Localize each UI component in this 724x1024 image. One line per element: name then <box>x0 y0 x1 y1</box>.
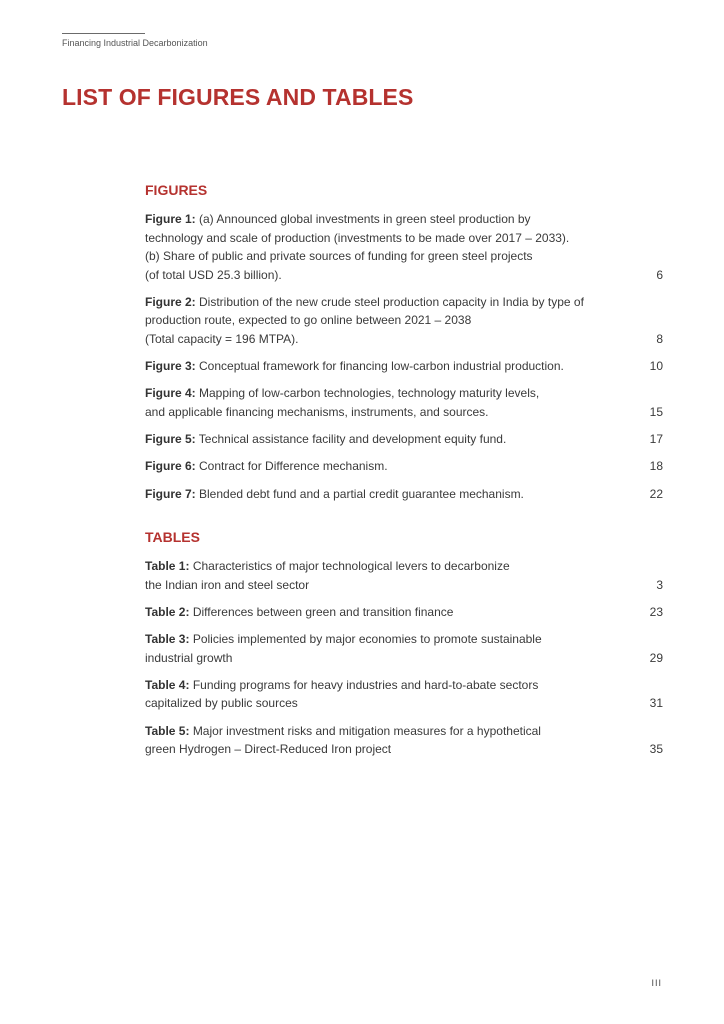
entry-page-number: 10 <box>649 359 663 374</box>
entry-text <box>145 210 569 284</box>
entry-title: Characteristics of major technological levers to decarbonize the Indian iron and steel sector <box>145 559 510 592</box>
entry-text <box>145 357 564 376</box>
entry-page-number: 31 <box>649 696 663 711</box>
entry-page-number: 18 <box>649 459 663 474</box>
running-header: Financing Industrial Decarbonization <box>62 38 208 48</box>
entry-title: Conceptual framework for financing low-carbon industrial production. <box>199 359 564 374</box>
entry-text <box>145 722 541 759</box>
entry-title: Contract for Difference mechanism. <box>199 459 388 474</box>
entry-page-number: 29 <box>649 650 663 665</box>
entry-title: Distribution of the new crude steel production capacity in India by type of production route, expected to go online between 2021 – 2038 (Total capacity = 196 MTPA). <box>145 294 584 346</box>
entry-title: Blended debt fund and a partial credit guarantee mechanism. <box>199 486 524 501</box>
entry-title: Funding programs for heavy industries and hard-to-abate sectors capitalized by public sources <box>145 677 539 711</box>
entry-text <box>145 293 584 349</box>
entry-title: Major investment risks and mitigation measures for a hypothetical green Hydrogen – Direct-Reduced Iron project <box>145 723 541 757</box>
entry-page-number: 15 <box>649 404 663 419</box>
figures-section <box>145 182 663 503</box>
entry-label: Figure 4: <box>145 386 196 401</box>
entry-label: Table 4: <box>145 677 190 692</box>
entry-text <box>145 603 453 622</box>
table-entry[interactable] <box>145 722 663 759</box>
entry-text <box>145 485 524 504</box>
figure-entry[interactable] <box>145 210 663 284</box>
page-folio: III <box>651 978 662 988</box>
figures-list <box>145 210 663 503</box>
figures-heading: FIGURES <box>145 182 208 198</box>
entry-label: Table 5: <box>145 723 190 738</box>
entry-title: Technical assistance facility and development equity fund. <box>198 432 507 447</box>
entry-text <box>145 457 388 476</box>
entry-label: Table 2: <box>145 604 190 619</box>
entry-label: Table 3: <box>145 632 190 647</box>
entry-page-number: 17 <box>649 432 663 447</box>
entry-label: Figure 7: <box>145 486 196 501</box>
entry-text <box>145 676 538 713</box>
tables-section <box>145 529 663 759</box>
table-entry[interactable] <box>145 603 663 622</box>
entry-title: (a) Announced global investments in green steel production by technology and scale of production (investments to be made over 2017 – 2033). (b) Share of public and private sources of funding for green steel projects (of total USD 25.3 billion). <box>145 212 570 282</box>
entry-page-number: 22 <box>649 486 663 501</box>
table-entry[interactable] <box>145 557 663 594</box>
entry-text <box>145 430 506 449</box>
entry-label: Figure 5: <box>145 432 196 447</box>
header-rule <box>62 33 145 34</box>
figure-entry[interactable] <box>145 430 663 449</box>
entry-label: Figure 1: <box>145 212 196 226</box>
entry-label: Figure 2: <box>145 294 196 309</box>
entry-text <box>145 557 510 594</box>
figure-entry[interactable] <box>145 457 663 476</box>
entry-title: Policies implemented by major economies to promote sustainable industrial growth <box>145 632 542 665</box>
entry-page-number: 3 <box>656 577 663 592</box>
figure-entry[interactable] <box>145 384 663 421</box>
entry-page-number: 35 <box>649 742 663 757</box>
page-title: LIST OF FIGURES AND TABLES <box>62 84 414 110</box>
figure-entry[interactable] <box>145 293 663 349</box>
entry-label: Table 1: <box>145 559 190 573</box>
entry-text <box>145 384 539 421</box>
table-entry[interactable] <box>145 630 663 667</box>
entry-label: Figure 3: <box>145 359 196 374</box>
tables-list <box>145 557 663 759</box>
entry-page-number: 8 <box>656 331 663 346</box>
entry-text <box>145 630 542 667</box>
entry-page-number: 23 <box>649 604 663 619</box>
figure-entry[interactable] <box>145 485 663 504</box>
entry-title: Differences between green and transition finance <box>192 604 454 619</box>
entry-page-number: 6 <box>656 267 663 282</box>
table-entry[interactable] <box>145 676 663 713</box>
entry-label: Figure 6: <box>145 459 196 474</box>
figure-entry[interactable] <box>145 357 663 376</box>
entry-title: Mapping of low-carbon technologies, technology maturity levels, and applicable financing mechanisms, instruments, and sources. <box>145 386 540 419</box>
tables-heading: TABLES <box>145 529 200 545</box>
